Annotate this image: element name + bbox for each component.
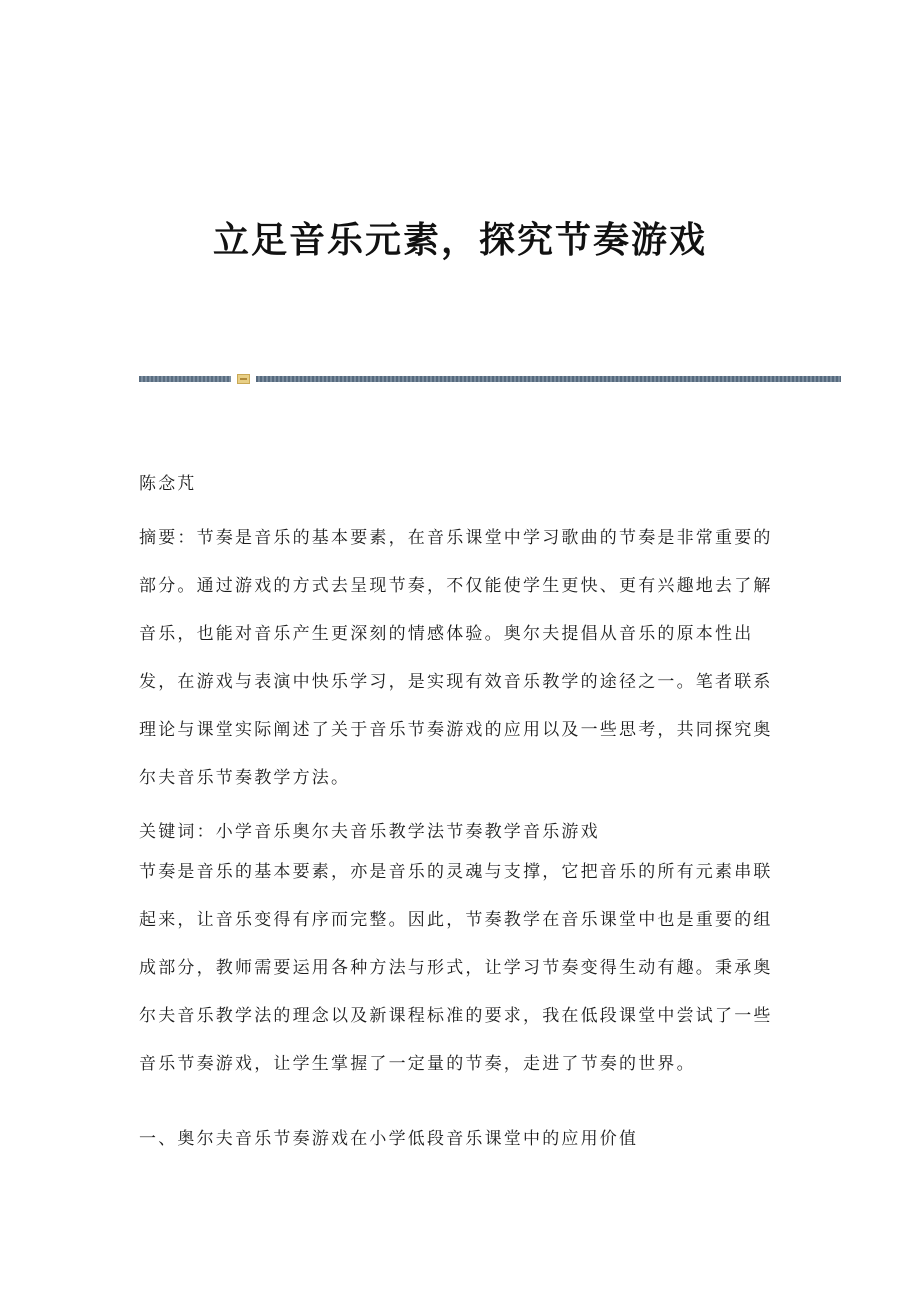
document-title: 立足音乐元素，探究节奏游戏: [212, 219, 707, 261]
keywords-line: 关键词：小学音乐奥尔夫音乐教学法节奏教学音乐游戏: [139, 822, 600, 842]
section-heading: 一、奥尔夫音乐节奏游戏在小学低段音乐课堂中的应用价值: [139, 1129, 639, 1149]
author-name: 陈念芃: [139, 474, 197, 494]
body-paragraph: 节奏是音乐的基本要素，亦是音乐的灵魂与支撑，它把音乐的所有元素串联起来，让音乐变得有序而完整。因此，节奏教学在音乐课堂中也是重要的组成部分，教师需要运用各种方法与形式，让学习节奏变得生动有趣。秉承奥尔夫音乐教学法的理念以及新课程标准的要求，我在低段课堂中尝试了一些音乐节奏游戏，让学生掌握了一定量的节奏，走进了节奏的世界。: [139, 862, 773, 1074]
title-divider: [139, 374, 841, 384]
divider-badge-icon: [237, 374, 250, 384]
divider-bar-left: [139, 376, 231, 382]
abstract-paragraph: 摘要：节奏是音乐的基本要素，在音乐课堂中学习歌曲的节奏是非常重要的部分。通过游戏的方式去呈现节奏，不仅能使学生更快、更有兴趣地去了解音乐，也能对音乐产生更深刻的情感体验。奥尔夫提倡从音乐的原本性出发，在游戏与表演中快乐学习，是实现有效音乐教学的途径之一。笔者联系理论与课堂实际阐述了关于音乐节奏游戏的应用以及一些思考，共同探究奥尔夫音乐节奏教学方法。: [139, 528, 773, 788]
divider-bar-right: [256, 376, 841, 382]
